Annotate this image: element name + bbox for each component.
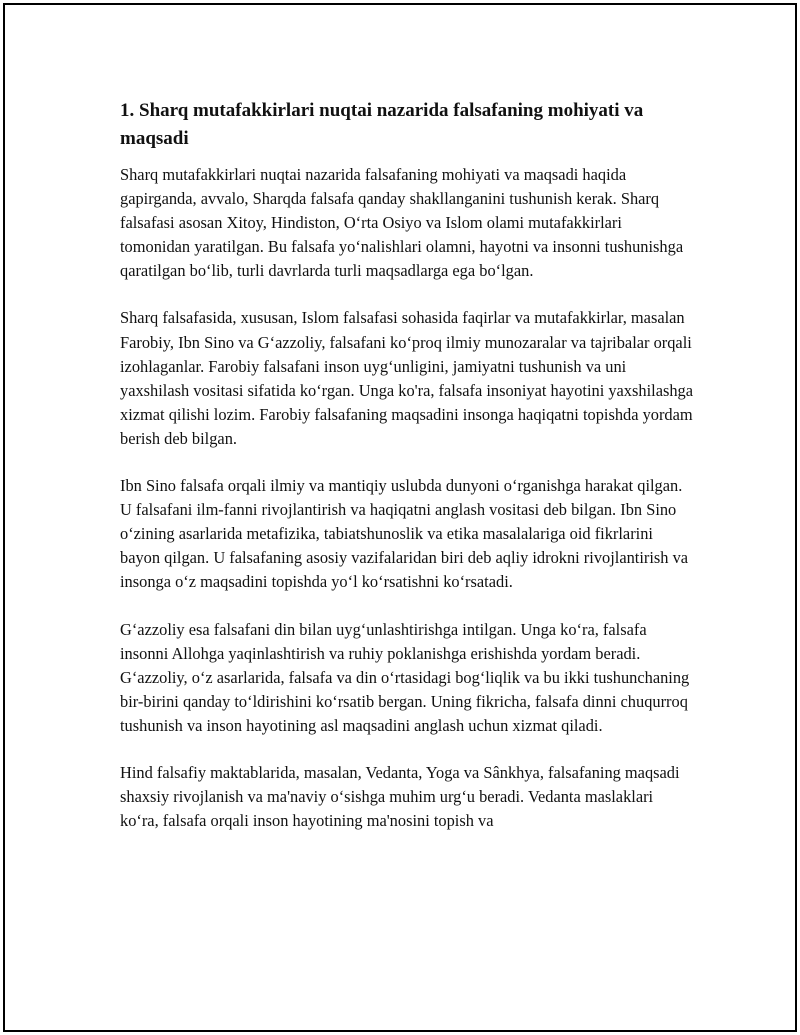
document-body [120, 97, 695, 856]
section-heading: 1. Sharq mutafakkirlari nuqtai nazarida falsafaning mohiyati va maqsadi [120, 100, 644, 149]
paragraph-intro: Sharq mutafakkirlari nuqtai nazarida falsafaning mohiyati va maqsadi haqida gapirganda, avvalo, Sharqda falsafa qanday shakllanganini tushunish kerak. Sharq falsafasi asosan Xitoy, Hindiston, O‘rta Osiyo va Islom olami mutafakkirlari tomonidan yaratilgan. Bu falsafa yo‘nalishlari olamni, hayotni va insonni tushunishga qaratilgan bo‘lib, turli davrlarda turli maqsadlarga ega bo‘lgan. [120, 165, 684, 281]
page-frame [3, 3, 797, 1032]
paragraph-hind: Hind falsafiy maktablarida, masalan, Vedanta, Yoga va Sânkhya, falsafaning maqsadi shaxsiy rivojlanish va ma'naviy o‘sishga muhim urg‘u beradi. Vedanta maslaklari ko‘ra, falsafa orqali inson hayotining ma'nosini topish va [120, 762, 680, 831]
paragraph-ibn-sino: Ibn Sino falsafa orqali ilmiy va mantiqiy uslubda dunyoni o‘rganishga harakat qilgan. U falsafani ilm-fanni rivojlantirish va haqiqatni anglash vositasi deb bilgan. Ibn Sino o‘zining asarlarida metafizika, tabiatshunoslik va etika masalalariga oid fikrlarini bayon qilgan. U falsafaning asosiy vazifalaridan biri deb aqliy idrokni rivojlantirish va insonga o‘z maqsadini topishda yo‘l ko‘rsatishni ko‘rsatadi. [120, 476, 689, 592]
paragraph-farobiy: Sharq falsafasida, xususan, Islom falsafasi sohasida faqirlar va mutafakkirlar, masalan Farobiy, Ibn Sino va G‘azzoliy, falsafani ko‘proq ilmiy munozaralar va tajribalar orqali izohlaganlar. Farobiy falsafani inson uyg‘unligini, jamiyatni tushunish va uni yaxshilash vositasi sifatida ko‘rgan. Unga ko'ra, falsafa insoniyat hayotini yaxshilashga xizmat qilishi lozim. Farobiy falsafaning maqsadini insonga haqiqatni topishda yordam berish deb bilgan. [120, 308, 694, 448]
paragraph-gazzoliy: G‘azzoliy esa falsafani din bilan uyg‘unlashtirishga intilgan. Unga ko‘ra, falsafa insonni Allohga yaqinlashtirish va ruhiy poklanishga erishishda yordam beradi. G‘azzoliy, o‘z asarlarida, falsafa va din o‘rtasidagi bog‘liqlik va bu ikki tushunchaning bir-birini qanday to‘ldirishini ko‘rsatib bergan. Uning fikricha, falsafa dinni chuqurroq tushunish va inson hayotining asl maqsadini anglash uchun xizmat qiladi. [120, 619, 690, 735]
